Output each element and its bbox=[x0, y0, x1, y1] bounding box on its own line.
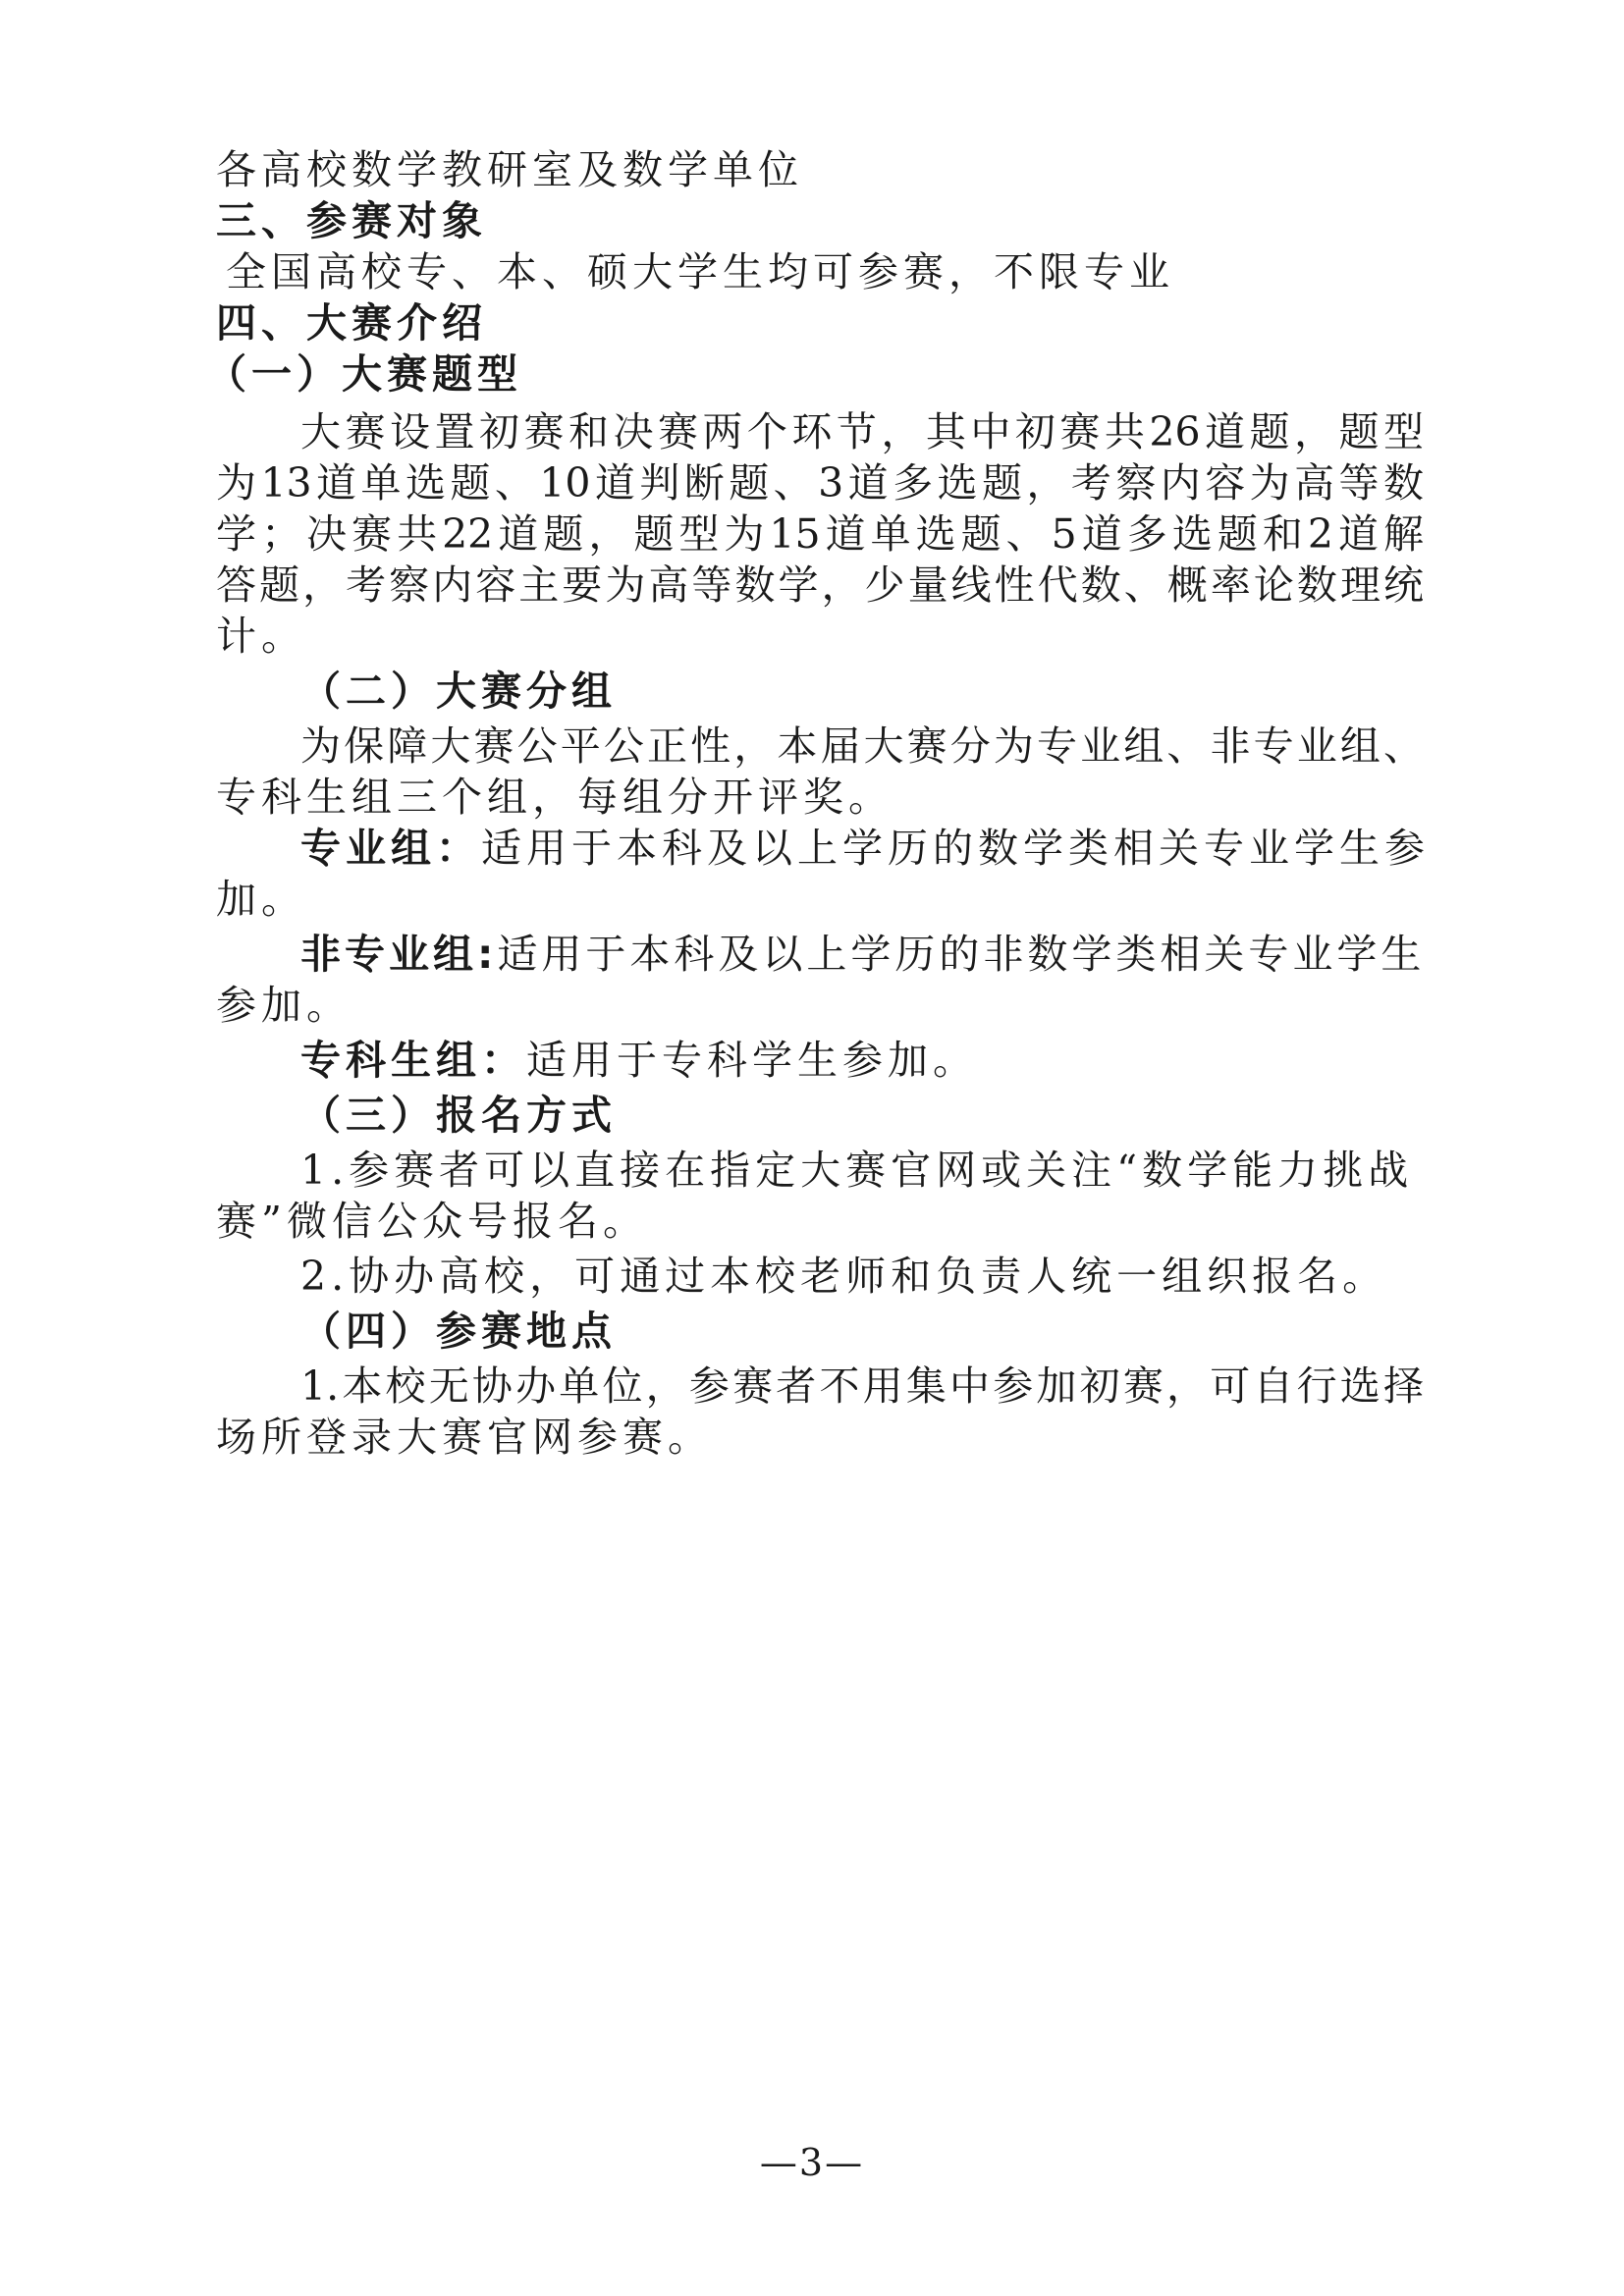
label-non-major-group: 非专业组: bbox=[300, 931, 498, 978]
subheading-question-types: （一）大赛题型 bbox=[206, 350, 522, 398]
paragraph-major-group bbox=[300, 824, 1430, 873]
paragraph-question-types-line-3: 学；决赛共22道题，题型为15道单选题、5道多选题和2道解 bbox=[216, 510, 1424, 558]
subheading-registration: （三）报名方式 bbox=[300, 1092, 617, 1139]
heading-participants: 三、参赛对象 bbox=[216, 197, 487, 244]
paragraph-junior-college-group bbox=[300, 1036, 978, 1085]
paragraph-question-types-line-4: 答题，考察内容主要为高等数学，少量线性代数、概率论数理统 bbox=[216, 561, 1424, 609]
paragraph-organizers: 各高校数学教研室及数学单位 bbox=[216, 146, 803, 193]
paragraph-question-types-line-5: 计。 bbox=[216, 613, 306, 660]
paragraph-major-group-line-2: 加。 bbox=[216, 876, 306, 923]
paragraph-participants: 全国高校专、本、硕大学生均可参赛，不限专业 bbox=[226, 248, 1174, 295]
text-non-major-group: 适用于本科及以上学历的非数学类相关专业学生 bbox=[497, 931, 1426, 978]
paragraph-registration-1-line-2: 赛”微信公众号报名。 bbox=[216, 1198, 648, 1245]
paragraph-registration-2: 2.协办高校，可通过本校老师和负责人统一组织报名。 bbox=[300, 1253, 1388, 1300]
subheading-groups: （二）大赛分组 bbox=[300, 667, 617, 715]
paragraph-question-types-line-2: 为13道单选题、10道判断题、3道多选题，考察内容为高等数 bbox=[216, 459, 1424, 507]
text-junior-college-group: 适用于专科学生参加。 bbox=[526, 1037, 978, 1084]
text-major-group: 适用于本科及以上学历的数学类相关专业学生参 bbox=[481, 825, 1430, 872]
paragraph-groups-line-2: 专科生组三个组，每组分开评奖。 bbox=[216, 774, 893, 821]
paragraph-non-major-group-line-2: 参加。 bbox=[216, 982, 352, 1029]
paragraph-groups-line-1: 为保障大赛公平公正性，本届大赛分为专业组、非专业组、 bbox=[300, 722, 1424, 770]
heading-introduction: 四、大赛介绍 bbox=[216, 299, 487, 347]
paragraph-venue-line-2: 场所登录大赛官网参赛。 bbox=[216, 1414, 713, 1461]
paragraph-venue-line-1: 1.本校无协办单位，参赛者不用集中参加初赛，可自行选择 bbox=[300, 1362, 1424, 1410]
paragraph-registration-1-line-1: 1.参赛者可以直接在指定大赛官网或关注“数学能力挑战 bbox=[300, 1147, 1414, 1194]
paragraph-non-major-group bbox=[300, 930, 1425, 979]
subheading-venue: （四）参赛地点 bbox=[300, 1308, 617, 1355]
label-major-group: 专业组： bbox=[300, 825, 481, 872]
page-number: —3— bbox=[759, 2141, 865, 2184]
paragraph-question-types-line-1: 大赛设置初赛和决赛两个环节，其中初赛共26道题，题型 bbox=[300, 408, 1424, 455]
label-junior-college-group: 专科生组： bbox=[300, 1037, 526, 1084]
